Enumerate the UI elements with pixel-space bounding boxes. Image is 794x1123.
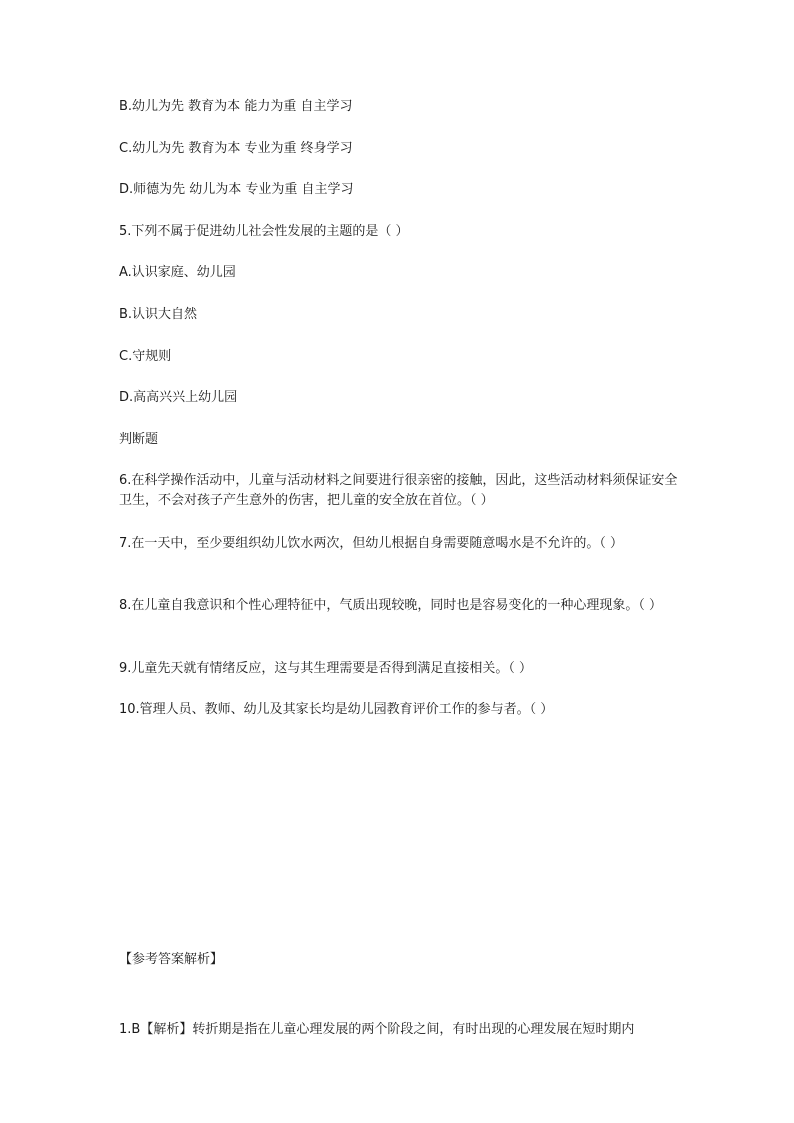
q5-option-c: C.守规则 (119, 349, 172, 364)
question-10: 10.管理人员、教师、幼儿及其家长均是幼儿园教育评价工作的参与者。（ ） (119, 702, 554, 717)
q5-option-a: A.认识家庭、幼儿园 (119, 265, 236, 280)
q4-option-d: D.师德为先 幼儿为本 专业为重 自主学习 (119, 182, 354, 197)
q4-option-c: C.幼儿为先 教育为本 专业为重 终身学习 (119, 141, 353, 156)
q5-option-d: D.高高兴兴上幼儿园 (119, 390, 238, 405)
q5-stem: 5.下列不属于促进幼儿社会性发展的主题的是（ ） (119, 224, 409, 239)
answer-1: 1.B【解析】转折期是指在儿童心理发展的两个阶段之间，有时出现的心理发展在短时期内 (119, 1022, 635, 1037)
q4-option-b: B.幼儿为先 教育为本 能力为重 自主学习 (119, 99, 353, 114)
question-9: 9.儿童先天就有情绪反应，这与其生理需要是否得到满足直接相关。（ ） (119, 661, 533, 676)
answer-section-heading: 【参考答案解析】 (119, 952, 224, 967)
question-6: 6.在科学操作活动中，儿童与活动材料之间要进行很亲密的接触，因此，这些活动材料须保证安全卫生，不会对孩子产生意外的伤害，把儿童的安全放在首位。（ ） (119, 473, 678, 508)
q5-option-b: B.认识大自然 (119, 307, 198, 322)
question-7: 7.在一天中，至少要组织幼儿饮水两次，但幼儿根据自身需要随意喝水是不允许的。（ ） (119, 536, 624, 551)
section-heading-judgment: 判断题 (119, 432, 159, 447)
question-8: 8.在儿童自我意识和个性心理特征中，气质出现较晚，同时也是容易变化的一种心理现象。（ ） (119, 598, 663, 613)
